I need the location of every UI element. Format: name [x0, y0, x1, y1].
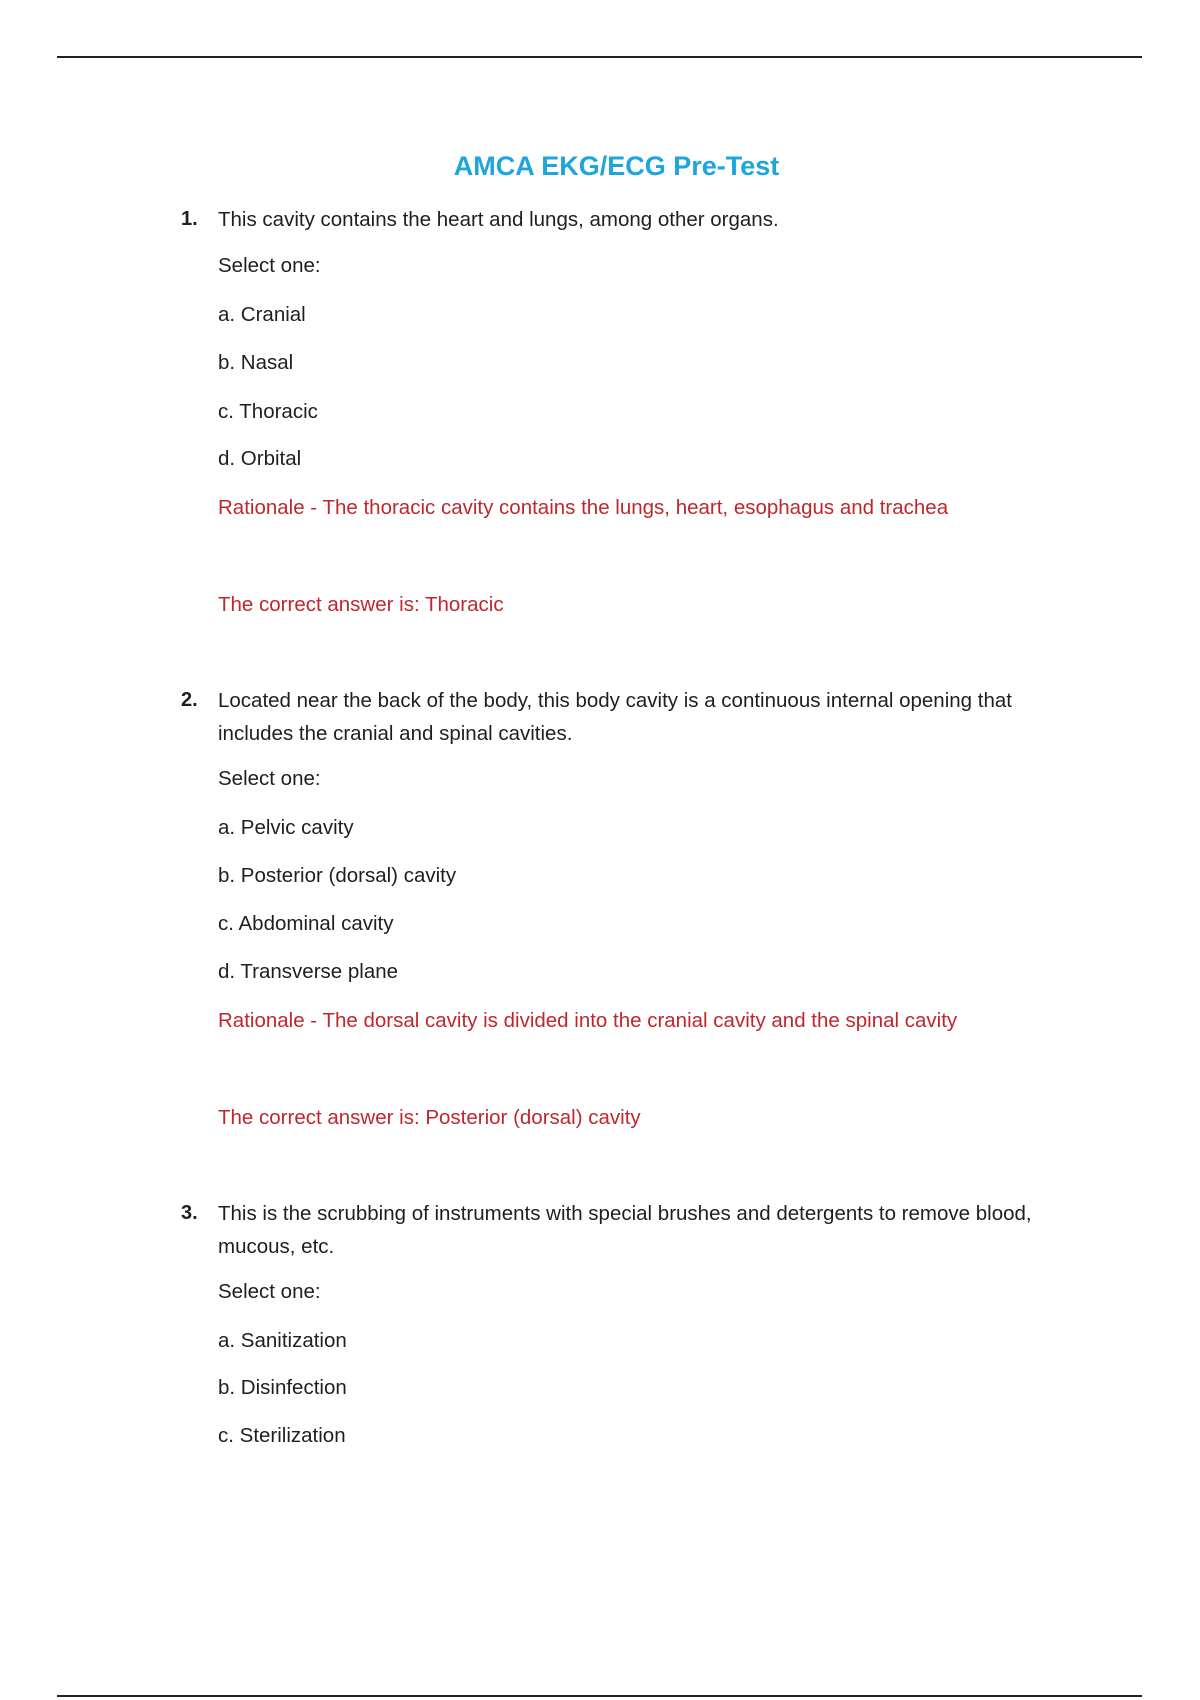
- select-prompt: Select one:: [218, 1280, 321, 1303]
- top-rule: [57, 56, 1142, 58]
- option-a: a. Pelvic cavity: [218, 816, 354, 839]
- option-d: d. Transverse plane: [218, 960, 399, 983]
- option-a: a. Sanitization: [218, 1329, 347, 1352]
- correct-answer: The correct answer is: Posterior (dorsal) cavity: [218, 1106, 641, 1129]
- correct-answer: The correct answer is: Thoracic: [218, 593, 504, 616]
- question-number: 1.: [181, 208, 198, 230]
- rationale-text: Rationale - The thoracic cavity contains the lungs, heart, esophagus and trachea: [218, 496, 949, 519]
- select-prompt: Select one:: [218, 767, 321, 790]
- question-text: This cavity contains the heart and lungs, among other organs.: [218, 208, 779, 231]
- option-b: b. Disinfection: [218, 1376, 347, 1399]
- option-b: b. Posterior (dorsal) cavity: [218, 864, 457, 887]
- page-title: AMCA EKG/ECG Pre-Test: [453, 151, 780, 181]
- question-number: 3.: [181, 1202, 198, 1224]
- option-b: b. Nasal: [218, 351, 294, 374]
- question-number: 2.: [181, 689, 198, 711]
- option-c: c. Abdominal cavity: [218, 912, 394, 935]
- rationale-text: Rationale - The dorsal cavity is divided into the cranial cavity and the spinal cavity: [218, 1009, 958, 1032]
- option-d: d. Orbital: [218, 447, 302, 470]
- option-c: c. Thoracic: [218, 400, 318, 423]
- question-text: This is the scrubbing of instruments with special brushes and detergents to remove blood, mucous, etc.: [218, 1202, 1032, 1258]
- select-prompt: Select one:: [218, 254, 321, 277]
- option-c: c. Sterilization: [218, 1424, 346, 1447]
- option-a: a. Cranial: [218, 303, 306, 326]
- question-text: Located near the back of the body, this body cavity is a continuous internal opening that includes the cranial and spinal cavities.: [218, 689, 1012, 745]
- bottom-rule: [57, 1695, 1142, 1697]
